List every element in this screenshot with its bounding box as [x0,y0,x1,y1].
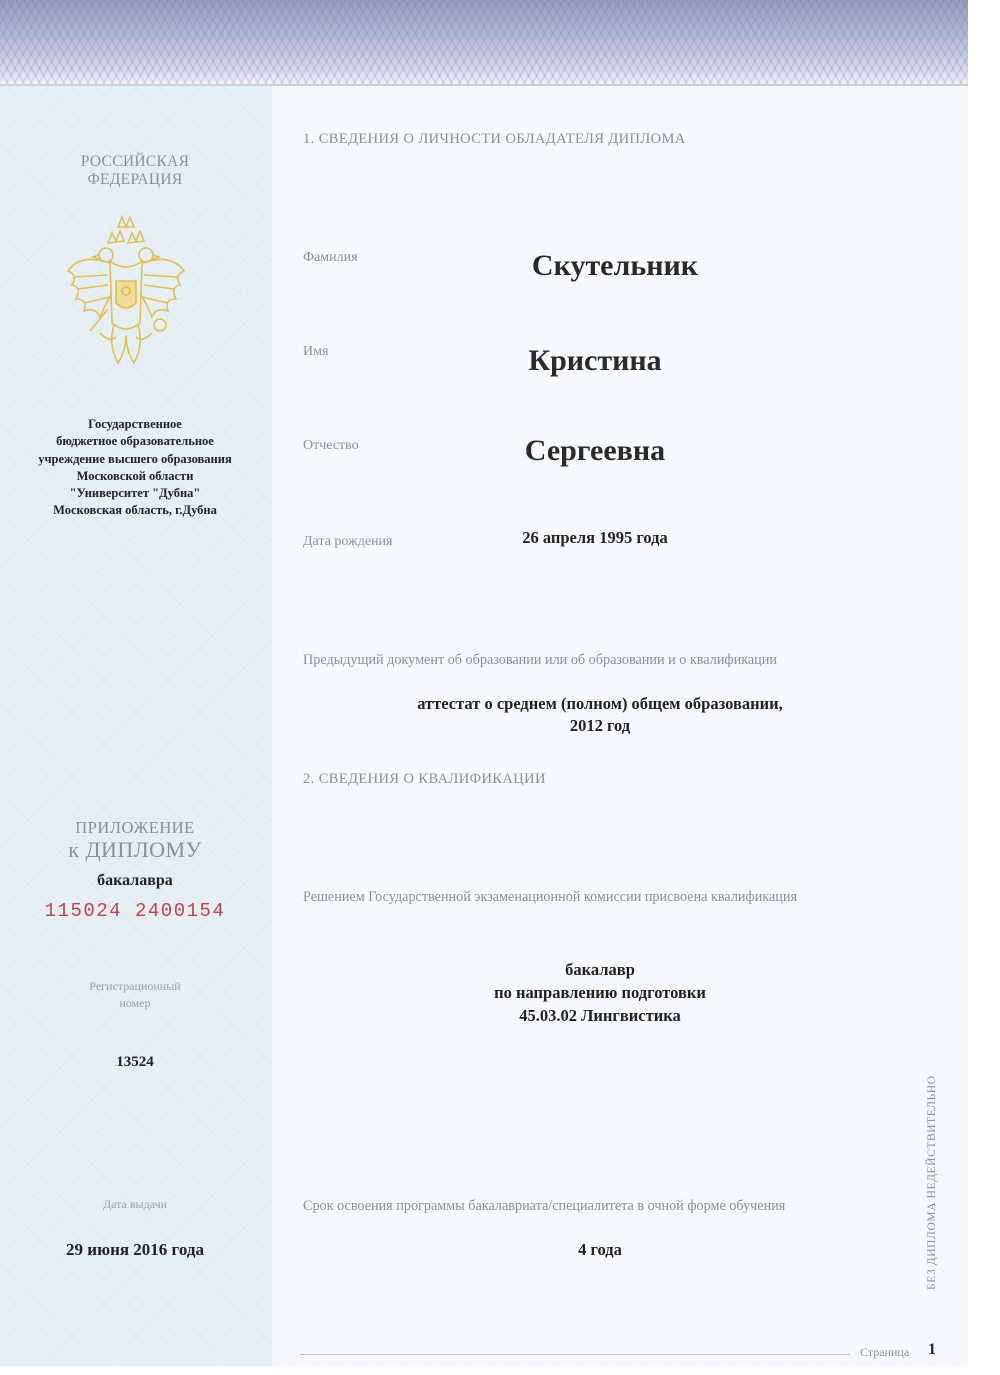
institution-name [15,416,255,520]
surname-value: Скутельник [531,249,699,282]
patronymic-label: Отчество [303,438,359,453]
previous-document-line: аттестат о среднем (полном) общем образовании, [417,694,783,713]
qualification-code: 45.03.02 Лингвистика [519,1006,681,1025]
surname-label: Фамилия [303,250,358,265]
degree-level: бакалавра [97,872,173,889]
previous-document-label: Предыдущий документ об образовании или об образовании и о квалификации [303,652,777,668]
registration-label-line: Регистрационный [89,979,181,993]
first-name-value: Кристина [528,344,662,377]
institution-line: "Университет "Дубна" [69,486,201,501]
appendix-title: ПРИЛОЖЕНИЕ [75,818,195,837]
registration-number: 13524 [116,1054,154,1070]
institution-line: учреждение высшего образования [38,451,232,466]
institution-line: Государственное [88,417,182,431]
first-name-label: Имя [303,344,329,359]
institution-line: Московская область, г.Дубна [53,503,217,518]
appendix-subtitle: к ДИПЛОМУ [68,837,202,862]
study-term-label: Срок освоения программы бакалавриата/специалитета в очной форме обучения [303,1198,786,1214]
guilloche-band [0,0,968,86]
country-line: ФЕДЕРАЦИЯ [87,171,183,188]
bottom-rule [300,1354,850,1355]
serial-number: 115024 2400154 [44,900,226,922]
dob-value: 26 апреля 1995 года [522,528,668,547]
qualification-title: бакалавр [565,960,635,979]
page-number: 1 [928,1341,936,1358]
page-label: Страница [860,1345,910,1359]
issue-date-label: Дата выдачи [102,1197,168,1211]
country-name [30,153,240,189]
coat-of-arms-icon [60,213,192,373]
registration-label [60,978,210,1011]
qualification-label: Решением Государственной экзаменационной комиссии присвоена квалификация [303,889,797,905]
section-personal-heading: 1. СВЕДЕНИЯ О ЛИЧНОСТИ ОБЛАДАТЕЛЯ ДИПЛОМА [303,131,686,147]
qualification-direction: по направлению подготовки [494,983,706,1002]
validity-note: БЕЗ ДИПЛОМА НЕДЕЙСТВИТЕЛЬНО [926,1075,938,1290]
previous-document-year: 2012 год [569,716,631,735]
institution-line: бюджетное образовательное [56,434,214,449]
patronymic-value: Сергеевна [524,434,666,467]
section-qualification-heading: 2. СВЕДЕНИЯ О КВАЛИФИКАЦИИ [303,771,546,787]
issue-date: 29 июня 2016 года [66,1240,204,1259]
right-margin [968,0,1000,1375]
institution-line: Московской области [76,468,194,483]
country-line: РОССИЙСКАЯ [80,153,190,170]
study-term-value: 4 года [578,1240,622,1259]
registration-label-line: номер [119,995,151,1010]
dob-label: Дата рождения [303,534,393,549]
